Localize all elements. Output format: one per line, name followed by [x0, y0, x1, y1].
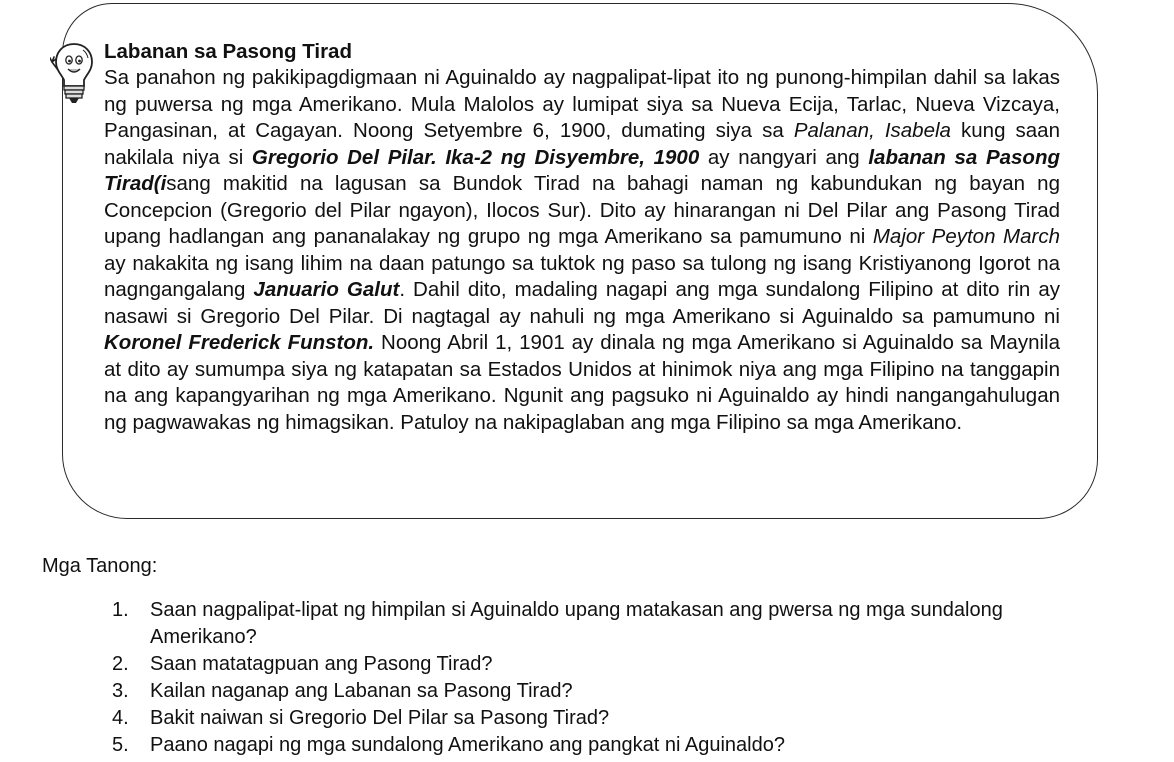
question-number: 5. [112, 734, 129, 756]
passage-segment: ay nangyari ang [699, 145, 869, 169]
passage-segment: Sa panahon ng pakikipagdigmaan ni Aguinaldo ay nagpalipat-lipat ito ng punong-himpilan dahil sa lakas ng puwersa ng mga Amerikano. Mula Malolos ay lumipat siya sa Nueva Ecija, Tarlac, Nueva Vizcaya, Pangasinan, at Cagayan. Noong Setyembre 6, 1900, dumating siya sa [104, 66, 1060, 142]
question-text: Saan nagpalipat-lipat ng himpilan si Aguinaldo upang matakasan ang pwersa ng mga sundalong Amerikano? [150, 599, 1003, 648]
question-item [112, 597, 1102, 651]
question-item [112, 678, 1102, 705]
passage-segment: Palanan, Isabela [793, 119, 951, 142]
question-number: 4. [112, 707, 129, 729]
questions-heading: Mga Tanong: [42, 555, 158, 577]
question-text: Bakit naiwan si Gregorio Del Pilar sa Pasong Tirad? [150, 707, 610, 729]
passage-segment: kung saan nakilala niya si [104, 119, 1060, 169]
question-text: Kailan naganap ang Labanan sa Pasong Tirad? [150, 680, 573, 702]
passage-segment: . Dahil dito, madaling nagapi ang mga sundalong Filipino at dito rin ay nasawi si Gregorio Del Pilar. Di nagtagal ay nahuli ng mga Amerikano si Aguinaldo sa pamumuno ni [104, 278, 1060, 328]
passage-segment: Januario Galut [253, 278, 400, 301]
question-number: 3. [112, 680, 129, 702]
question-item [112, 651, 1102, 678]
passage-segment: sang makitid na lagusan sa Bundok Tirad na bahagi naman ng kabundukan ng bayan ng Concepcion (Gregorio del Pilar ngayon), Ilocos Sur). Dito ay hinarangan ni Del Pilar ang Pasong Tirad upang hadlangan ang pananalakay ng grupo ng mga Amerikano sa pamumuno ni [104, 172, 1060, 248]
reading-title: Labanan sa Pasong Tirad [104, 40, 352, 63]
passage-segment: Noong Abril 1, 1901 ay dinala ng mga Amerikano si Aguinaldo sa Maynila at dito ay sumumpa siya ng katapatan sa Estados Unidos at hinimok niya ang mga Filipino na tanggapin na ang kapangyarihan ng mga Amerikano. Ngunit ang pagsuko ni Aguinaldo ay hindi nangangahulugan ng pagwawakas ng himagsikan. Patuloy na nakipaglaban ang mga Filipino sa mga Amerikano. [104, 331, 1060, 434]
lightbulb-character-icon [50, 40, 98, 106]
passage-segment: ay nakakita ng isang lihim na daan patungo sa tuktok ng paso sa tulong ng isang Kristiyanong Igorot na nagngangalang [104, 251, 1060, 301]
passage-segment: Major Peyton March [872, 225, 1060, 248]
question-text: Paano nagapi ng mga sundalong Amerikano ang pangkat ni Aguinaldo? [150, 734, 785, 756]
question-number: 1. [112, 599, 129, 621]
question-item [112, 705, 1102, 732]
questions-list [112, 597, 1102, 759]
passage-segment: labanan sa Pasong Tirad(i [104, 145, 1060, 195]
passage-segment: Gregorio Del Pilar. Ika-2 ng Disyembre, 1900 [251, 145, 700, 169]
passage-segment: Koronel Frederick Funston. [104, 331, 375, 354]
reading-passage [104, 65, 1060, 436]
question-number: 2. [112, 653, 129, 675]
question-text: Saan matatagpuan ang Pasong Tirad? [150, 653, 493, 675]
question-item [112, 732, 1102, 759]
